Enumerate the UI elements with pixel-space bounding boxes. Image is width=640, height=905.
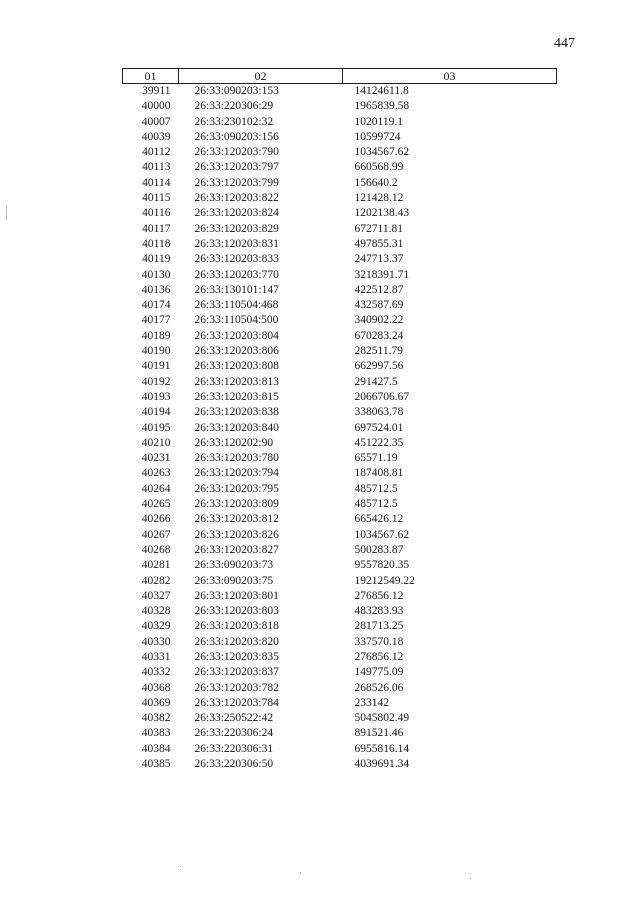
table-row (123, 558, 557, 573)
row-id-cell: 40231 (141, 452, 171, 465)
table-row (123, 742, 557, 757)
value-cell: 422512.87 (354, 283, 404, 296)
table-row (123, 528, 557, 543)
table-row (123, 619, 557, 634)
cadastral-number-cell: 26:33:120203:831 (194, 237, 279, 250)
table-header-row (123, 69, 557, 84)
value-cell: 1034567.62 (354, 146, 410, 159)
row-id-cell: 40265 (141, 498, 171, 511)
value-cell: 485712.5 (354, 498, 398, 511)
cadastral-number-cell: 26:33:250522:42 (194, 712, 274, 725)
table-row (123, 283, 557, 298)
cadastral-number-cell: 26:33:120203:784 (194, 696, 279, 709)
cadastral-number-cell: 26:33:120203:815 (194, 390, 279, 403)
cadastral-number-cell: 26:33:120203:827 (194, 543, 279, 556)
value-cell: 1020119.1 (354, 115, 403, 128)
table-row (123, 635, 557, 650)
row-id-cell: 40383 (141, 727, 171, 740)
row-id-cell: 40117 (142, 222, 171, 235)
value-cell: 660568.99 (354, 161, 404, 174)
row-id-cell: 40332 (141, 666, 171, 679)
table-row (123, 84, 557, 100)
row-id-cell: 40327 (141, 589, 171, 602)
row-id-cell: 40119 (142, 253, 171, 266)
cadastral-number-cell: 26:33:120203:812 (194, 513, 279, 526)
row-id-cell: 40136 (141, 283, 171, 296)
table-row (123, 390, 557, 405)
value-cell: 247713.37 (354, 253, 404, 266)
value-cell: 6955816.14 (354, 742, 410, 755)
table-row (123, 145, 557, 160)
cadastral-number-cell: 26:33:120203:820 (194, 635, 279, 648)
value-cell: 1202138.43 (354, 207, 410, 220)
row-id-cell: 40328 (141, 605, 171, 618)
table-row (123, 421, 557, 436)
header-col-01: 01 (123, 69, 179, 84)
table-row (123, 589, 557, 604)
value-cell: 1965839.58 (354, 100, 410, 113)
value-cell: 156640.2 (354, 176, 398, 189)
value-cell: 276856.12 (354, 589, 404, 602)
cadastral-number-cell: 26:33:120203:837 (194, 666, 279, 679)
row-id-cell: 40369 (141, 696, 171, 709)
value-cell: 483283.93 (354, 605, 404, 618)
cadastral-number-cell: 26:33:120203:801 (194, 589, 279, 602)
table-body (123, 84, 557, 773)
scan-speck (470, 878, 471, 879)
header-col-03: 03 (343, 69, 557, 84)
value-cell: 149775.09 (354, 666, 404, 679)
value-cell: 451222.35 (354, 436, 404, 449)
cadastral-number-cell: 26:33:120203:770 (194, 268, 279, 281)
row-id-cell: 40331 (141, 650, 171, 663)
value-cell: 672711.81 (354, 222, 403, 235)
table-row (123, 436, 557, 451)
row-id-cell: 40267 (141, 528, 171, 541)
cadastral-number-cell: 26:33:090203:153 (194, 85, 279, 97)
row-id-cell: 40174 (141, 299, 171, 312)
row-id-cell: 40116 (142, 207, 171, 220)
table-row (123, 681, 557, 696)
cadastral-number-cell: 26:33:120203:835 (194, 650, 279, 663)
cadastral-number-cell: 26:33:220306:24 (194, 727, 274, 740)
table-row (123, 237, 557, 252)
value-cell: 233142 (354, 696, 389, 709)
value-cell: 500283.87 (354, 543, 404, 556)
value-cell: 291427.5 (354, 375, 398, 388)
cadastral-number-cell: 26:33:220306:29 (194, 100, 274, 113)
row-id-cell: 40266 (141, 513, 171, 526)
cadastral-number-cell: 26:33:220306:50 (194, 758, 274, 771)
scan-margin-mark (6, 206, 7, 220)
row-id-cell: 40190 (141, 345, 171, 358)
table-row (123, 99, 557, 114)
row-id-cell: 40268 (141, 543, 171, 556)
row-id-cell: 40264 (141, 482, 171, 495)
cadastral-number-cell: 26:33:090203:73 (194, 559, 274, 572)
row-id-cell: 40130 (141, 268, 171, 281)
row-id-cell: 40192 (141, 375, 171, 388)
cadastral-number-cell: 26:33:120203:813 (194, 375, 279, 388)
value-cell: 282511.79 (354, 345, 403, 358)
cadastral-number-cell: 26:33:120203:780 (194, 452, 279, 465)
row-id-cell: 40281 (141, 559, 171, 572)
value-cell: 121428.12 (354, 192, 404, 205)
value-cell: 19212549.22 (354, 574, 415, 587)
value-cell: 14124611.8 (354, 85, 409, 97)
value-cell: 340902.22 (354, 314, 404, 327)
table-row (123, 252, 557, 267)
value-cell: 432587.69 (354, 299, 404, 312)
cadastral-number-cell: 26:33:120203:803 (194, 605, 279, 618)
row-id-cell: 40330 (141, 635, 171, 648)
row-id-cell: 40195 (141, 421, 171, 434)
value-cell: 4039691.34 (354, 758, 410, 771)
value-cell: 5045802.49 (354, 712, 410, 725)
cadastral-number-cell: 26:33:120203:838 (194, 406, 279, 419)
row-id-cell: 40112 (142, 146, 171, 159)
value-cell: 276856.12 (354, 650, 404, 663)
table-row (123, 344, 557, 359)
cadastral-number-cell: 26:33:090203:75 (194, 574, 274, 587)
row-id-cell: 40114 (142, 176, 171, 189)
cadastral-number-cell: 26:33:120202:90 (194, 436, 274, 449)
cadastral-number-cell: 26:33:120203:782 (194, 681, 279, 694)
table-row (123, 451, 557, 466)
row-id-cell: 40329 (141, 620, 171, 633)
table-row (123, 222, 557, 237)
table-row (123, 130, 557, 145)
cadastral-number-cell: 26:33:120203:818 (194, 620, 279, 633)
table-row (123, 482, 557, 497)
value-cell: 268526.06 (354, 681, 404, 694)
value-cell: 670283.24 (354, 329, 404, 342)
cadastral-number-cell: 26:33:120203:795 (194, 482, 279, 495)
cadastral-number-cell: 26:33:230102:32 (194, 115, 274, 128)
cadastral-number-cell: 26:33:120203:833 (194, 253, 279, 266)
row-id-cell: 40210 (141, 436, 171, 449)
cadastral-number-cell: 26:33:120203:809 (194, 498, 279, 511)
table-row (123, 359, 557, 374)
table-row (123, 375, 557, 390)
cadastral-number-cell: 26:33:120203:824 (194, 207, 279, 220)
table-row (123, 604, 557, 619)
row-id-cell: 40113 (142, 161, 171, 174)
scan-speck (180, 866, 181, 867)
cadastral-number-cell: 26:33:120203:797 (194, 161, 279, 174)
table-row (123, 466, 557, 481)
cadastral-number-cell: 26:33:090203:156 (194, 130, 279, 143)
data-table-container (122, 68, 556, 772)
cadastral-number-cell: 26:33:110504:500 (194, 314, 279, 327)
cadastral-number-cell: 26:33:120203:794 (194, 467, 279, 480)
table-row (123, 497, 557, 512)
table-row (123, 757, 557, 772)
row-id-cell: 40007 (141, 115, 171, 128)
table-row (123, 313, 557, 328)
row-id-cell: 40177 (141, 314, 171, 327)
cadastral-number-cell: 26:33:130101:147 (194, 283, 279, 296)
value-cell: 665426.12 (354, 513, 404, 526)
value-cell: 662997.56 (354, 360, 404, 373)
cadastral-number-cell: 26:33:110504:468 (194, 299, 279, 312)
row-id-cell: 40382 (141, 712, 171, 725)
row-id-cell: 40000 (141, 100, 171, 113)
scan-speck (300, 872, 301, 873)
table-row (123, 115, 557, 130)
table-row (123, 160, 557, 175)
table-row (123, 176, 557, 191)
row-id-cell: 40193 (141, 390, 171, 403)
value-cell: 2066706.67 (354, 390, 410, 403)
page-number: 447 (554, 36, 575, 51)
value-cell: 281713.25 (354, 620, 404, 633)
value-cell: 9557820.35 (354, 559, 410, 572)
value-cell: 10599724 (354, 130, 401, 143)
cadastral-number-cell: 26:33:120203:806 (194, 345, 279, 358)
table-row (123, 512, 557, 527)
table-row (123, 405, 557, 420)
row-id-cell: 39911 (142, 85, 171, 97)
cadastral-number-cell: 26:33:120203:804 (194, 329, 279, 342)
row-id-cell: 40263 (141, 467, 171, 480)
value-cell: 497855.31 (354, 237, 404, 250)
cadastral-number-cell: 26:33:120203:790 (194, 146, 279, 159)
value-cell: 1034567.62 (354, 528, 410, 541)
value-cell: 338063.78 (354, 406, 404, 419)
row-id-cell: 40189 (141, 329, 171, 342)
row-id-cell: 40368 (141, 681, 171, 694)
row-id-cell: 40191 (141, 360, 171, 373)
table-row (123, 726, 557, 741)
table-row (123, 268, 557, 283)
cadastral-number-cell: 26:33:120203:840 (194, 421, 279, 434)
table-row (123, 665, 557, 680)
cadastral-number-cell: 26:33:120203:822 (194, 192, 279, 205)
table-row (123, 696, 557, 711)
table-row (123, 650, 557, 665)
row-id-cell: 40282 (141, 574, 171, 587)
table-row (123, 206, 557, 221)
table-row (123, 329, 557, 344)
row-id-cell: 40118 (142, 237, 171, 250)
cadastral-number-cell: 26:33:120203:826 (194, 528, 279, 541)
value-cell: 337570.18 (354, 635, 404, 648)
value-cell: 65571.19 (354, 452, 398, 465)
cadastral-number-cell: 26:33:220306:31 (194, 742, 274, 755)
data-table (122, 68, 557, 772)
row-id-cell: 40194 (141, 406, 171, 419)
cadastral-number-cell: 26:33:120203:799 (194, 176, 279, 189)
table-row (123, 711, 557, 726)
row-id-cell: 40385 (141, 758, 171, 771)
value-cell: 697524.01 (354, 421, 404, 434)
value-cell: 891521.46 (354, 727, 404, 740)
table-row (123, 543, 557, 558)
row-id-cell: 40384 (141, 742, 171, 755)
value-cell: 187408.81 (354, 467, 404, 480)
cadastral-number-cell: 26:33:120203:829 (194, 222, 279, 235)
value-cell: 485712.5 (354, 482, 398, 495)
cadastral-number-cell: 26:33:120203:808 (194, 360, 279, 373)
table-row (123, 574, 557, 589)
table-row (123, 191, 557, 206)
value-cell: 3218391.71 (354, 268, 410, 281)
row-id-cell: 40039 (141, 130, 171, 143)
table-row (123, 298, 557, 313)
header-col-02: 02 (179, 69, 343, 84)
row-id-cell: 40115 (142, 192, 171, 205)
